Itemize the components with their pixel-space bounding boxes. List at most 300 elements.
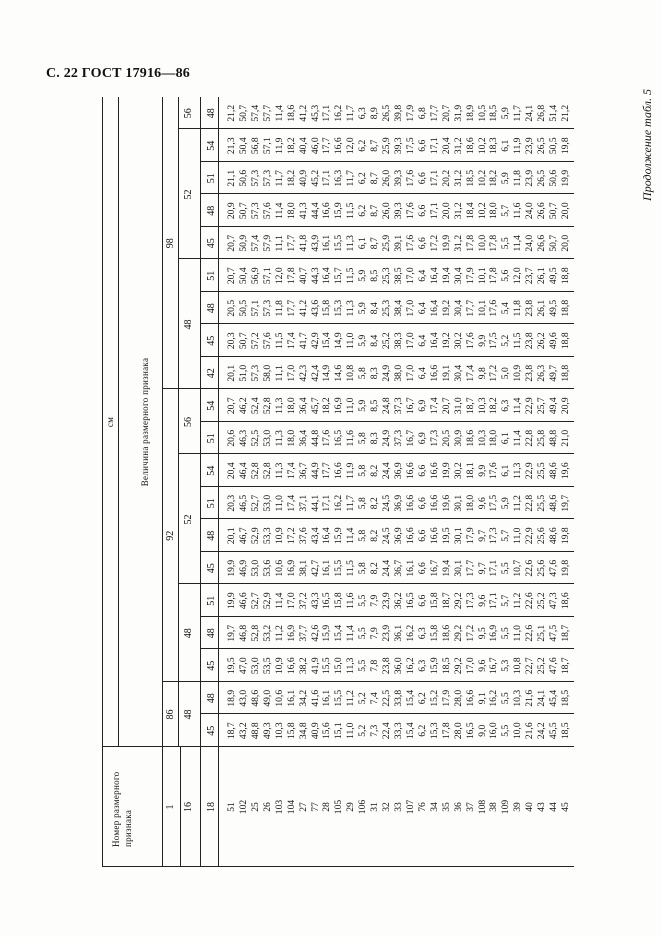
table-cell: 17,6: [488, 299, 500, 317]
table-cell: 30,1: [452, 494, 464, 512]
table-cell: 6,6: [416, 172, 428, 185]
table-cell: 22,6: [524, 624, 536, 642]
table-cell: 40,7: [297, 267, 309, 285]
col-head-92-56-51: 51: [206, 433, 217, 444]
table-cell: 18,0: [285, 397, 297, 415]
table-cell: 46,5: [237, 494, 249, 512]
table-cell: 15,5: [321, 657, 333, 675]
table-cell: 15,8: [333, 592, 345, 610]
table-cell: 25,2: [381, 332, 393, 350]
table-cell: 57,2: [249, 332, 261, 350]
table-cell: 23,9: [524, 169, 536, 187]
table-cell: 15,7: [333, 267, 345, 285]
table-cell: 50,7: [237, 202, 249, 220]
table-cell: 9,7: [476, 529, 488, 542]
table-cell: 52,8: [261, 397, 273, 415]
table-cell: 22,5: [381, 689, 393, 707]
table-cell: 43,6: [309, 299, 321, 317]
table-cell: 17,6: [404, 234, 416, 252]
table-cell: 57,1: [261, 267, 273, 285]
table-cell: 18,6: [464, 429, 476, 447]
table-cell: 11,4: [345, 625, 357, 642]
table-cell: 11,3: [345, 657, 357, 674]
table-cell: 41,7: [297, 332, 309, 350]
table-cell: 7,4: [369, 692, 381, 705]
table-cell: 41,3: [297, 202, 309, 220]
table-cell: 15,9: [428, 657, 440, 675]
sub-92-56: 56: [183, 417, 194, 427]
table-cell: 41,8: [297, 234, 309, 252]
table-cell: 30,2: [452, 462, 464, 480]
table-cell: 37,3: [393, 397, 405, 415]
table-cell: 8,5: [369, 399, 381, 412]
table-cell: 15,0: [333, 657, 345, 675]
row-id: 40: [524, 802, 536, 812]
table-cell: 15,5: [333, 559, 345, 577]
table-cell: 23,8: [524, 299, 536, 317]
row-id: 107: [404, 799, 416, 815]
table-cell: 9,6: [476, 594, 488, 607]
table-cell: 11,4: [273, 105, 285, 122]
table-cell: 16,6: [428, 462, 440, 480]
table-cell: 15,8: [321, 299, 333, 317]
table-cell: 18,5: [464, 169, 476, 187]
table-cell: 20,7: [226, 267, 237, 285]
table-cell: 8,3: [369, 367, 381, 380]
table-cell: 42,9: [309, 332, 321, 350]
table-cell: 48,6: [548, 527, 560, 545]
rule-line: [218, 97, 219, 867]
table-cell: 18,4: [464, 202, 476, 220]
table-cell: 20,4: [440, 137, 452, 155]
table-cell: 17,1: [321, 169, 333, 187]
table-cell: 5,2: [357, 692, 369, 705]
table-cell: 33,8: [393, 689, 405, 707]
table-cell: 21,2: [226, 104, 237, 122]
sub-92-48: 48: [183, 628, 194, 639]
table-cell: 16,1: [321, 689, 333, 707]
table-cell: 8,3: [369, 432, 381, 445]
table-cell: 5,8: [357, 367, 369, 380]
table-cell: 6,3: [357, 107, 369, 120]
table-cell: 21,1: [226, 169, 237, 187]
row-head-l3: 18: [206, 802, 217, 812]
table-cell: 39,3: [393, 202, 405, 220]
table-cell: 36,4: [297, 429, 309, 447]
table-cell: 31,9: [452, 104, 464, 122]
table-cell: 16,6: [428, 494, 440, 512]
table-cell: 5,5: [500, 237, 512, 250]
table-cell: 18,2: [488, 397, 500, 415]
table-cell: 5,7: [500, 529, 512, 542]
table-cell: 46,7: [237, 527, 249, 545]
table-cell: 11,7: [512, 105, 524, 122]
table-cell: 18,0: [285, 202, 297, 220]
table-cell: 10,9: [273, 657, 285, 675]
table-cell: 19,2: [440, 332, 452, 350]
table-cell: 25,3: [381, 267, 393, 285]
table-cell: 22,4: [381, 722, 393, 740]
row-id: 27: [297, 802, 309, 812]
table-cell: 16,0: [488, 722, 500, 740]
table-cell: 47,0: [237, 657, 249, 675]
table-cell: 9,6: [476, 659, 488, 672]
table-cell: 26,1: [536, 299, 548, 317]
table-cell: 11,0: [273, 495, 285, 512]
table-cell: 44,3: [309, 267, 321, 285]
table-cell: 18,2: [488, 169, 500, 187]
table-cell: 11,3: [273, 462, 285, 479]
table-cell: 57,3: [261, 169, 273, 187]
size-86: 86: [165, 709, 176, 720]
table-cell: 11,4: [273, 202, 285, 219]
table-cell: 16,2: [404, 624, 416, 642]
table-cell: 40,4: [297, 137, 309, 155]
table-cell: 20,5: [226, 299, 237, 317]
rule-line: [200, 130, 201, 260]
table-cell: 38,1: [297, 559, 309, 577]
table-cell: 41,2: [297, 299, 309, 317]
col-head-92-52-48: 48: [206, 530, 217, 541]
table-cell: 17,4: [464, 364, 476, 382]
table-cell: 50,7: [548, 202, 560, 220]
table-cell: 41,9: [309, 657, 321, 675]
table-cell: 38,4: [393, 299, 405, 317]
table-cell: 15,2: [428, 689, 440, 707]
table-cell: 22,7: [524, 657, 536, 675]
table-cell: 42,6: [309, 624, 321, 642]
table-cell: 50,9: [237, 234, 249, 252]
table-cell: 15,5: [333, 234, 345, 252]
table-cell: 22,6: [524, 592, 536, 610]
table-cell: 24,5: [381, 494, 393, 512]
table-cell: 45,2: [309, 169, 321, 187]
row-id: 108: [476, 799, 488, 815]
table-cell: 5,9: [500, 497, 512, 510]
table-cell: 11,4: [512, 430, 524, 447]
table-cell: 33,3: [393, 722, 405, 740]
group-label: Величина размерного признака: [140, 357, 150, 487]
row-id: 31: [369, 802, 381, 812]
table-cell: 17,3: [428, 429, 440, 447]
table-cell: 17,5: [488, 332, 500, 350]
table-cell: 31,2: [452, 202, 464, 220]
table-cell: 15,9: [333, 202, 345, 220]
table-cell: 36,9: [393, 462, 405, 480]
table-cell: 21,0: [560, 429, 572, 447]
table-cell: 49,4: [548, 397, 560, 415]
table-cell: 17,1: [428, 169, 440, 187]
table-cell: 57,3: [249, 169, 261, 187]
row-id: 39: [512, 802, 524, 812]
col-head-92-52-51: 51: [206, 498, 217, 509]
table-cell: 11,1: [273, 365, 285, 382]
table-cell: 11,4: [512, 397, 524, 414]
table-cell: 8,7: [369, 237, 381, 250]
table-cell: 6,1: [357, 237, 369, 250]
table-cell: 15,4: [404, 689, 416, 707]
table-cell: 19,5: [440, 527, 452, 545]
table-cell: 43,0: [237, 689, 249, 707]
size-98: 98: [165, 238, 176, 249]
row-id: 29: [345, 802, 357, 812]
table-cell: 11,7: [345, 170, 357, 187]
table-cell: 17,7: [321, 137, 333, 155]
table-cell: 50,7: [237, 332, 249, 350]
table-cell: 26,0: [381, 169, 393, 187]
table-cell: 48,6: [249, 689, 261, 707]
table-cell: 15,4: [333, 624, 345, 642]
unit-label: см: [105, 416, 115, 428]
table-cell: 16,4: [428, 332, 440, 350]
table-cell: 6,3: [416, 627, 428, 640]
table-cell: 16,2: [488, 689, 500, 707]
table-cell: 10,0: [476, 234, 488, 252]
rule-line: [178, 97, 179, 390]
table-cell: 20,9: [226, 202, 237, 220]
table-cell: 37,3: [393, 429, 405, 447]
table-cell: 16,5: [321, 592, 333, 610]
table-cell: 25,6: [536, 559, 548, 577]
table-cell: 15,4: [321, 332, 333, 350]
table-cell: 5,5: [500, 562, 512, 575]
rule-line: [200, 97, 201, 130]
table-cell: 52,8: [261, 462, 273, 480]
table-cell: 11,9: [273, 137, 285, 154]
table-cell: 10,8: [345, 364, 357, 382]
table-cell: 58,0: [261, 364, 273, 382]
table-cell: 36,9: [393, 527, 405, 545]
table-cell: 5,5: [500, 692, 512, 705]
table-cell: 10,3: [512, 689, 524, 707]
table-cell: 17,8: [464, 234, 476, 252]
table-cell: 21,3: [226, 137, 237, 155]
table-cell: 17,6: [488, 462, 500, 480]
row-id: 26: [261, 802, 273, 812]
table-cell: 6,9: [416, 399, 428, 412]
rule-line: [162, 97, 163, 747]
table-cell: 36,7: [297, 462, 309, 480]
table-cell: 49,5: [548, 299, 560, 317]
row-id: 102: [237, 799, 249, 815]
table-cell: 5,2: [357, 724, 369, 737]
table-cell: 28,0: [452, 722, 464, 740]
table-cell: 16,5: [464, 722, 476, 740]
table-cell: 16,4: [321, 267, 333, 285]
table-cell: 30,4: [452, 364, 464, 382]
table-cell: 48,8: [548, 429, 560, 447]
table-cell: 5,4: [500, 302, 512, 315]
table-cell: 11,5: [512, 332, 524, 349]
table-cell: 26,5: [536, 169, 548, 187]
table-cell: 26,5: [381, 104, 393, 122]
table-cell: 5,0: [500, 367, 512, 380]
table-cell: 18,2: [321, 397, 333, 415]
table-cell: 20,5: [440, 429, 452, 447]
table-cell: 25,5: [536, 494, 548, 512]
table-cell: 57,4: [249, 104, 261, 122]
table-cell: 19,8: [560, 137, 572, 155]
table-cell: 52,4: [249, 397, 261, 415]
table-cell: 8,2: [369, 464, 381, 477]
table-cell: 50,5: [548, 137, 560, 155]
table-cell: 53,2: [261, 624, 273, 642]
table-cell: 16,9: [488, 624, 500, 642]
table-cell: 16,2: [404, 657, 416, 675]
table-cell: 52,7: [249, 592, 261, 610]
col-head-98-52-51: 51: [206, 173, 217, 184]
table-cell: 24,0: [524, 234, 536, 252]
table-cell: 38,2: [297, 657, 309, 675]
table-cell: 24,2: [536, 722, 548, 740]
table-cell: 16,1: [285, 689, 297, 707]
table-cell: 22,9: [524, 462, 536, 480]
table-cell: 17,5: [404, 137, 416, 155]
table-cell: 30,1: [452, 559, 464, 577]
table-cell: 11,1: [273, 235, 285, 252]
table-cell: 25,2: [536, 592, 548, 610]
col-head-98-48-48: 48: [206, 303, 217, 314]
table-cell: 57,3: [249, 202, 261, 220]
table-cell: 24,1: [536, 689, 548, 707]
table-cell: 22,8: [524, 494, 536, 512]
table-cell: 11,2: [512, 495, 524, 512]
row-id: 76: [416, 802, 428, 812]
table-cell: 20,3: [226, 494, 237, 512]
table-cell: 56,8: [249, 137, 261, 155]
table-cell: 7,8: [369, 659, 381, 672]
table-cell: 43,3: [309, 592, 321, 610]
table-cell: 17,1: [428, 137, 440, 155]
table-cell: 9,9: [476, 464, 488, 477]
table-cell: 11,0: [512, 625, 524, 642]
table-cell: 24,9: [381, 364, 393, 382]
table-cell: 45,5: [548, 722, 560, 740]
table-cell: 20,9: [560, 397, 572, 415]
table-cell: 12,0: [512, 267, 524, 285]
table-cell: 5,7: [500, 594, 512, 607]
table-cell: 17,0: [404, 267, 416, 285]
table-cell: 17,0: [404, 299, 416, 317]
table-cell: 18,7: [440, 592, 452, 610]
sub-98-52: 52: [183, 189, 194, 200]
table-cell: 16,6: [404, 494, 416, 512]
table-cell: 11,0: [345, 722, 357, 739]
table-cell: 6,2: [416, 692, 428, 705]
table-cell: 23,8: [381, 657, 393, 675]
col-head-98-48-45: 45: [206, 335, 217, 346]
table-cell: 29,2: [452, 624, 464, 642]
table-cell: 23,8: [524, 364, 536, 382]
table-cell: 53,0: [249, 559, 261, 577]
table-cell: 57,3: [249, 364, 261, 382]
table-cell: 36,2: [393, 592, 405, 610]
sub-98-48: 48: [183, 319, 194, 330]
table-cell: 45,3: [309, 104, 321, 122]
table-cell: 19,6: [440, 494, 452, 512]
table-cell: 24,1: [524, 104, 536, 122]
table-cell: 24,0: [524, 202, 536, 220]
row-id: 44: [548, 802, 560, 812]
table-cell: 5,5: [357, 659, 369, 672]
table-cell: 50,7: [237, 104, 249, 122]
table-cell: 26,2: [536, 332, 548, 350]
table-cell: 30,1: [452, 527, 464, 545]
table-cell: 17,9: [464, 267, 476, 285]
rule-line: [200, 260, 201, 390]
rule-line: [200, 455, 201, 585]
table-cell: 26,6: [536, 234, 548, 252]
row-id: 37: [464, 802, 476, 812]
table-cell: 17,8: [440, 722, 452, 740]
table-cell: 18,5: [440, 657, 452, 675]
col-head-86-48-48: 48: [206, 693, 217, 704]
table-cell: 16,7: [488, 657, 500, 675]
table-cell: 6,2: [416, 724, 428, 737]
table-cell: 49,6: [548, 332, 560, 350]
table-cell: 18,5: [488, 104, 500, 122]
table-cell: 5,5: [357, 627, 369, 640]
table-cell: 34,8: [297, 722, 309, 740]
table-cell: 48,8: [249, 722, 261, 740]
table-cell: 26,0: [381, 202, 393, 220]
row-id: 104: [285, 799, 297, 815]
rule-line: [178, 682, 179, 747]
table-cell: 17,1: [488, 592, 500, 610]
table-cell: 15,3: [333, 299, 345, 317]
table-cell: 23,9: [381, 592, 393, 610]
table-cell: 50,5: [237, 299, 249, 317]
table-cell: 16,6: [285, 657, 297, 675]
table-cell: 34,2: [297, 689, 309, 707]
table-cell: 15,8: [428, 592, 440, 610]
table-cell: 17,6: [464, 332, 476, 350]
table-cell: 8,7: [369, 204, 381, 217]
table-cell: 43,9: [309, 234, 321, 252]
table-cell: 53,0: [249, 657, 261, 675]
row-id: 77: [309, 802, 321, 812]
table-cell: 11,0: [345, 397, 357, 414]
table-cell: 16,3: [333, 169, 345, 187]
table-cell: 10,2: [476, 169, 488, 187]
table-cell: 46,0: [309, 137, 321, 155]
table-cell: 8,7: [369, 139, 381, 152]
table-cell: 22,8: [524, 429, 536, 447]
table-cell: 6,2: [357, 172, 369, 185]
table-cell: 10,7: [512, 559, 524, 577]
table-cell: 17,2: [488, 364, 500, 382]
table-cell: 19,1: [440, 364, 452, 382]
table-cell: 18,6: [285, 104, 297, 122]
table-cell: 36,0: [393, 657, 405, 675]
table-cell: 11,2: [273, 625, 285, 642]
table-cell: 16,6: [321, 202, 333, 220]
table-cell: 18,9: [464, 104, 476, 122]
table-cell: 9,6: [476, 497, 488, 510]
table-cell: 25,9: [381, 137, 393, 155]
table-cell: 9,9: [476, 334, 488, 347]
table-cell: 17,0: [404, 332, 416, 350]
table-cell: 48,6: [548, 494, 560, 512]
table-cell: 17,2: [464, 624, 476, 642]
table-cell: 19,9: [560, 169, 572, 187]
table-cell: 5,9: [357, 334, 369, 347]
table-cell: 17,1: [321, 494, 333, 512]
table-cell: 16,6: [404, 527, 416, 545]
table-cell: 16,9: [285, 559, 297, 577]
table-cell: 6,3: [500, 399, 512, 412]
table-cell: 46,8: [237, 624, 249, 642]
